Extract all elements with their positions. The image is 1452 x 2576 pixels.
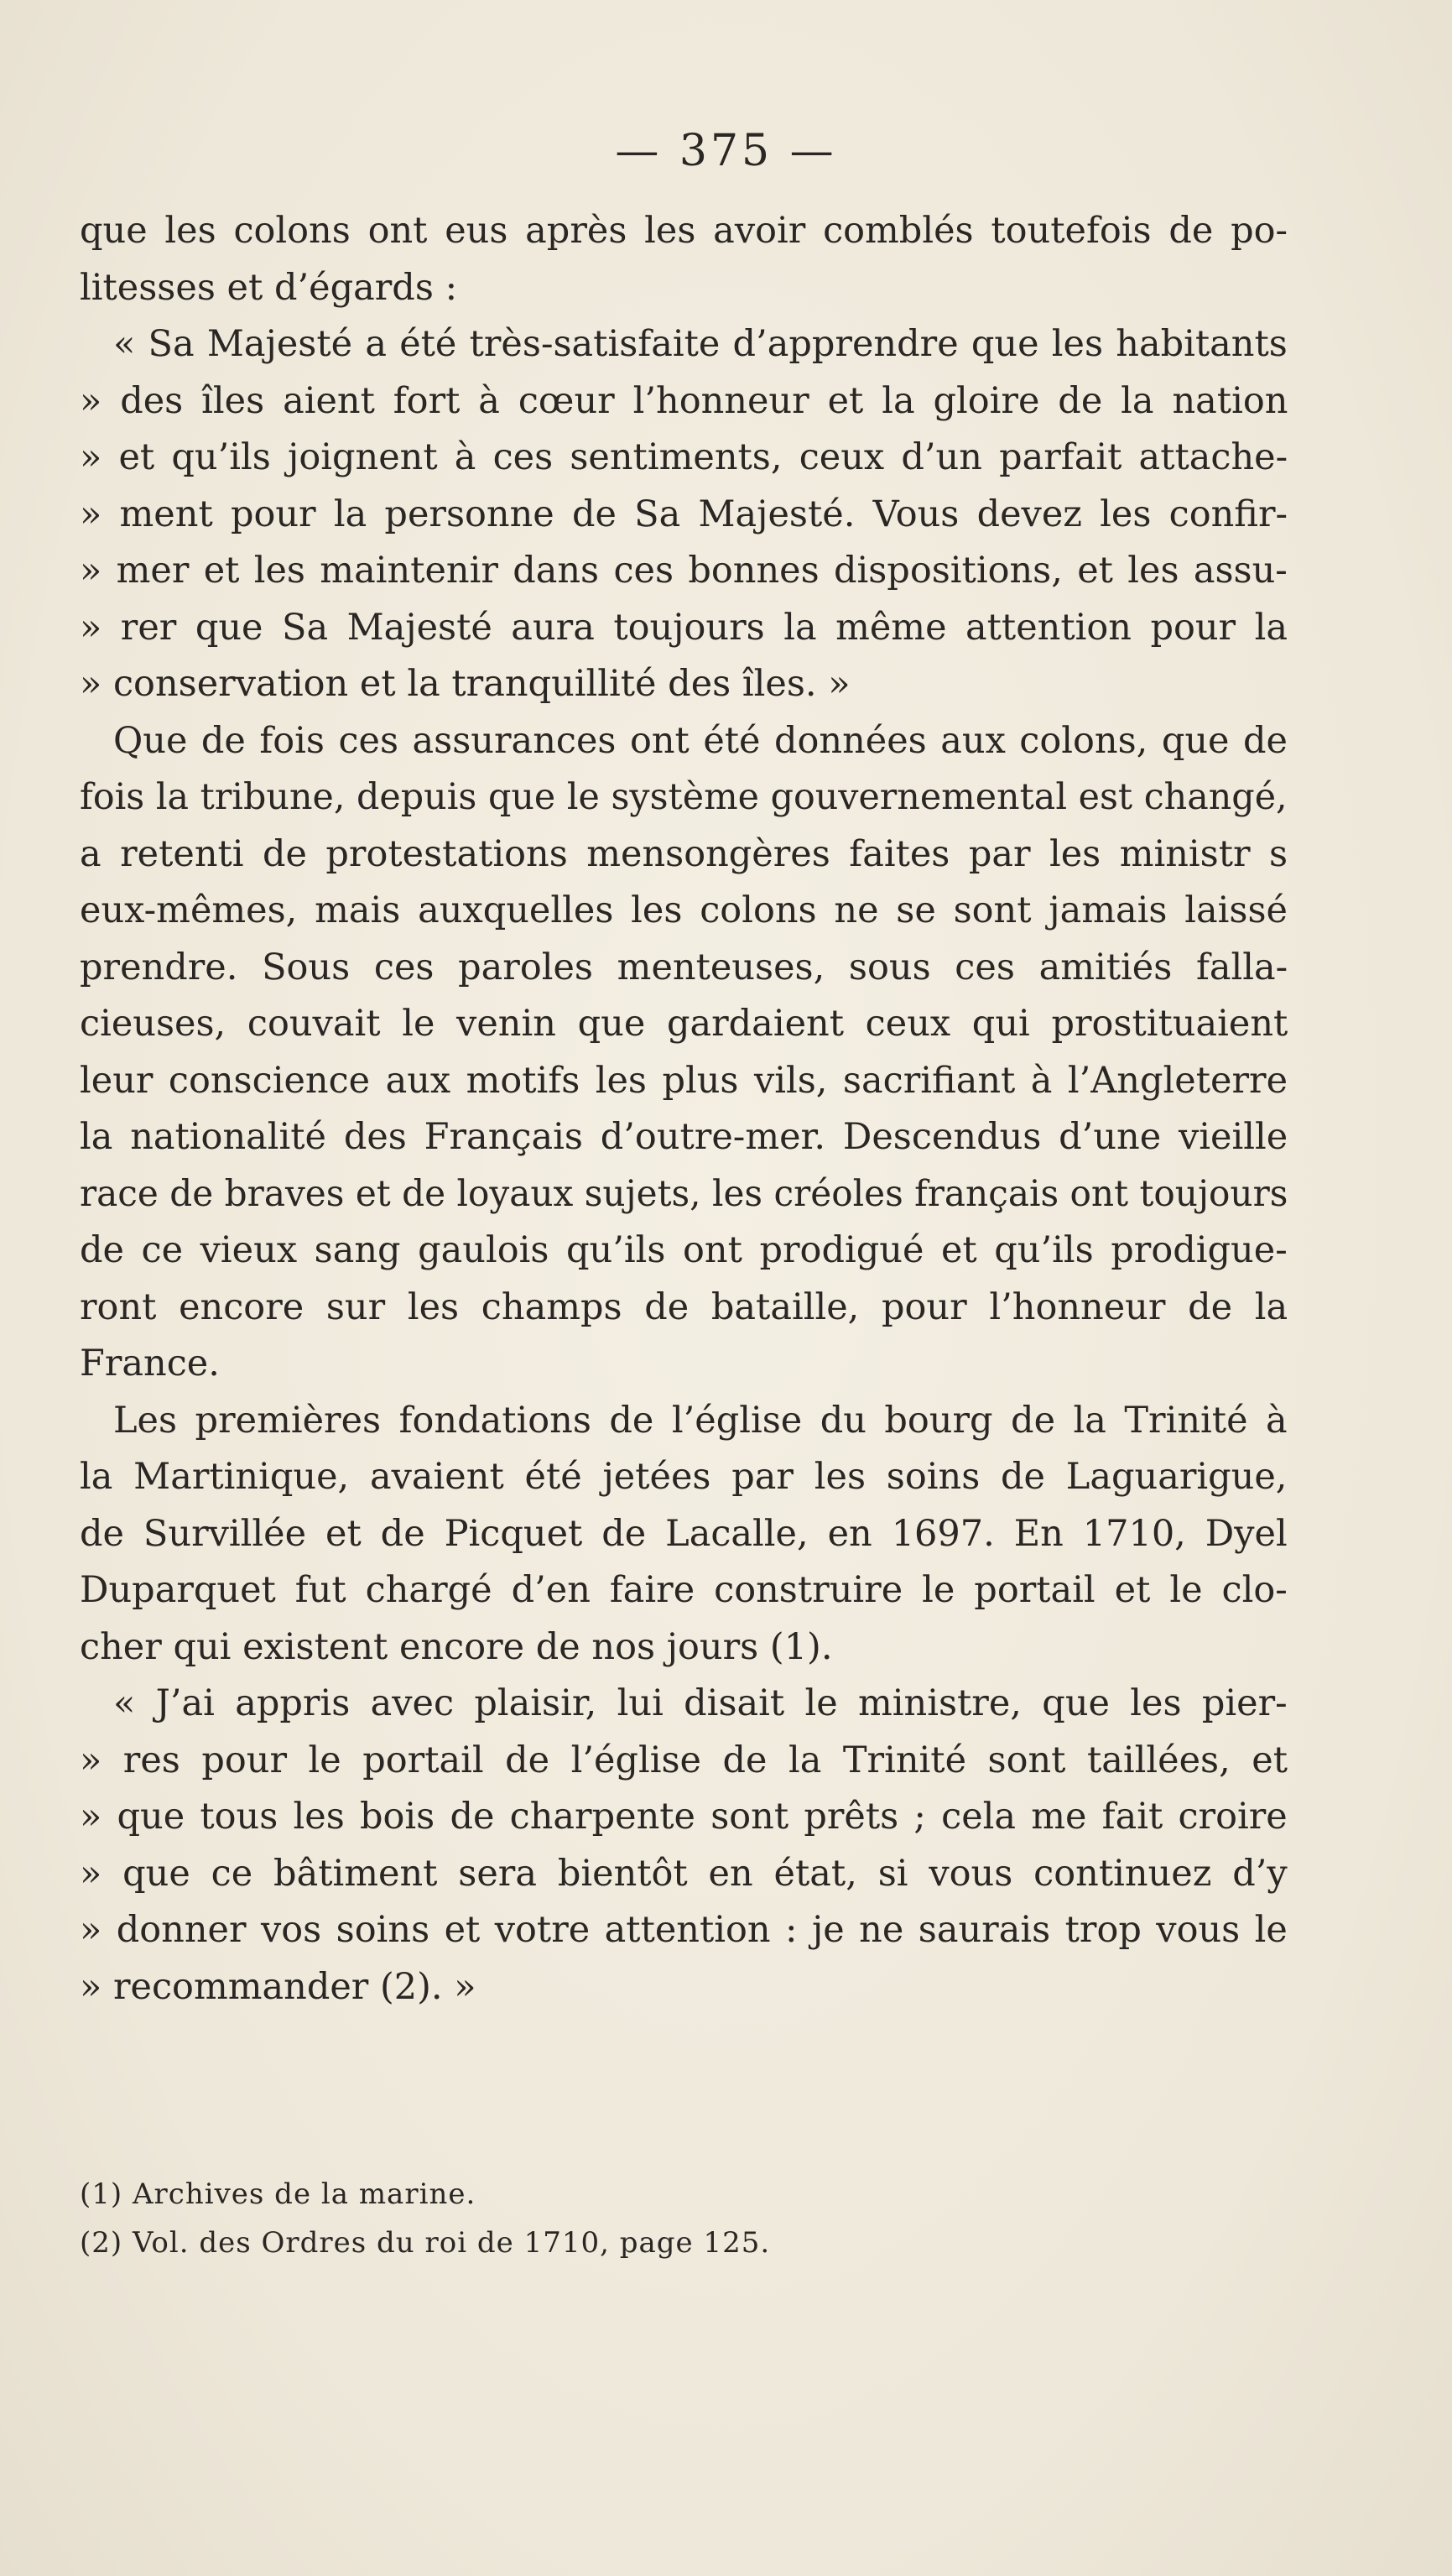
line-text: la Martinique, avaient été jetées par les soins de Laguarigue, [80, 1456, 1288, 1498]
text-line [80, 210, 1288, 267]
line-text: eux-mêmes, mais auxquelles les colons ne se sont jamais laissé [80, 889, 1288, 931]
text-line [80, 1116, 1288, 1173]
text-line [80, 1173, 1288, 1230]
line-text: Que de fois ces assurances ont été données aux colons, que de [113, 719, 1288, 762]
line-text: litesses et d’égards : [80, 266, 458, 309]
footnotes [80, 2177, 1170, 2275]
line-text: » ment pour la personne de Sa Majesté. Vous devez les confir- [80, 493, 1288, 535]
text-line [80, 1003, 1288, 1060]
text-line [80, 1229, 1288, 1286]
text-line [80, 1569, 1288, 1626]
text-line [80, 1513, 1288, 1570]
text-line [80, 607, 1288, 664]
line-text: » et qu’ils joignent à ces sentiments, ceux d’un parfait attache- [80, 436, 1288, 478]
line-text: « J’ai appris avec plaisir, lui disait le ministre, que les pier- [113, 1682, 1288, 1724]
line-text: fois la tribune, depuis que le système gouvernemental est changé, [80, 776, 1288, 818]
line-text: race de braves et de loyaux sujets, les créoles français ont toujours [80, 1172, 1288, 1215]
line-text: France. [80, 1343, 220, 1384]
text-line [80, 1796, 1288, 1853]
text-line [80, 1286, 1288, 1343]
text-line [80, 550, 1288, 607]
text-line [80, 1343, 1288, 1400]
line-text: ront encore sur les champs de bataille, pour l’honneur de la [80, 1285, 1288, 1328]
text-line [80, 663, 1288, 720]
line-text: que les colons ont eus après les avoir comblés toutefois de po- [80, 210, 1288, 252]
text-line [80, 776, 1288, 833]
line-text: leur conscience aux motifs les plus vils, sacrifiant à l’Angleterre [80, 1059, 1288, 1102]
line-text: « Sa Majesté a été très-satisfaite d’apprendre que les habitants [113, 323, 1288, 365]
text-line [80, 267, 1288, 324]
text-line [80, 889, 1288, 946]
text-line [80, 946, 1288, 1004]
footnote: (2) Vol. des Ordres du roi de 1710, page 125. [80, 2226, 771, 2260]
line-text: Duparquet fut chargé d’en faire construire le portail et le clo- [80, 1569, 1288, 1611]
line-text: prendre. Sous ces paroles menteuses, sous ces amitiés falla- [80, 946, 1288, 988]
text-line [80, 1739, 1288, 1796]
body-text [80, 210, 1288, 2022]
text-line [80, 436, 1288, 493]
line-text: de Survillée et de Picquet de Lacalle, en 1697. En 1710, Dyel [80, 1512, 1288, 1555]
line-text: de ce vieux sang gaulois qu’ils ont prodigué et qu’ils prodigue- [80, 1229, 1288, 1271]
line-text: » que tous les bois de charpente sont prêts ; cela me fait croire [80, 1796, 1288, 1838]
line-text: » conservation et la tranquillité des îles. » [80, 663, 851, 705]
text-line [80, 1400, 1288, 1457]
line-text: cieuses, couvait le venin que gardaient ceux qui prostituaient [80, 1003, 1288, 1045]
text-line [80, 1682, 1288, 1739]
line-text: » rer que Sa Majesté aura toujours la même attention pour la [80, 606, 1288, 649]
text-line [80, 1456, 1288, 1513]
text-line [80, 380, 1288, 437]
text-line [80, 1060, 1288, 1117]
text-line [80, 1909, 1288, 1966]
line-text: » mer et les maintenir dans ces bonnes dispositions, et les assu- [80, 550, 1288, 592]
line-text: » res pour le portail de l’église de la Trinité sont taillées, et [80, 1739, 1288, 1781]
text-line [80, 493, 1288, 550]
text-line [80, 720, 1288, 777]
text-line [80, 323, 1288, 380]
text-line [80, 833, 1288, 890]
text-line [80, 1853, 1288, 1910]
line-text: » que ce bâtiment sera bientôt en état, si vous continuez d’y [80, 1852, 1288, 1895]
text-line [80, 1626, 1288, 1683]
text-line [80, 1966, 1288, 2023]
line-text: » des îles aient fort à cœur l’honneur et la gloire de la nation [80, 379, 1288, 422]
page-number: — 375 — [615, 126, 837, 176]
line-text: » donner vos soins et votre attention : je ne saurais trop vous le [80, 1909, 1288, 1951]
footnote: (1) Archives de la marine. [80, 2177, 476, 2211]
line-text: la nationalité des Français d’outre-mer. Descendus d’une vieille [80, 1116, 1288, 1158]
line-text: cher qui existent encore de nos jours (1). [80, 1625, 833, 1668]
line-text: Les premières fondations de l’église du bourg de la Trinité à [113, 1399, 1288, 1442]
line-text: a retenti de protestations mensongères faites par les ministr s [80, 832, 1288, 875]
line-text: » recommander (2). » [80, 1965, 476, 2008]
